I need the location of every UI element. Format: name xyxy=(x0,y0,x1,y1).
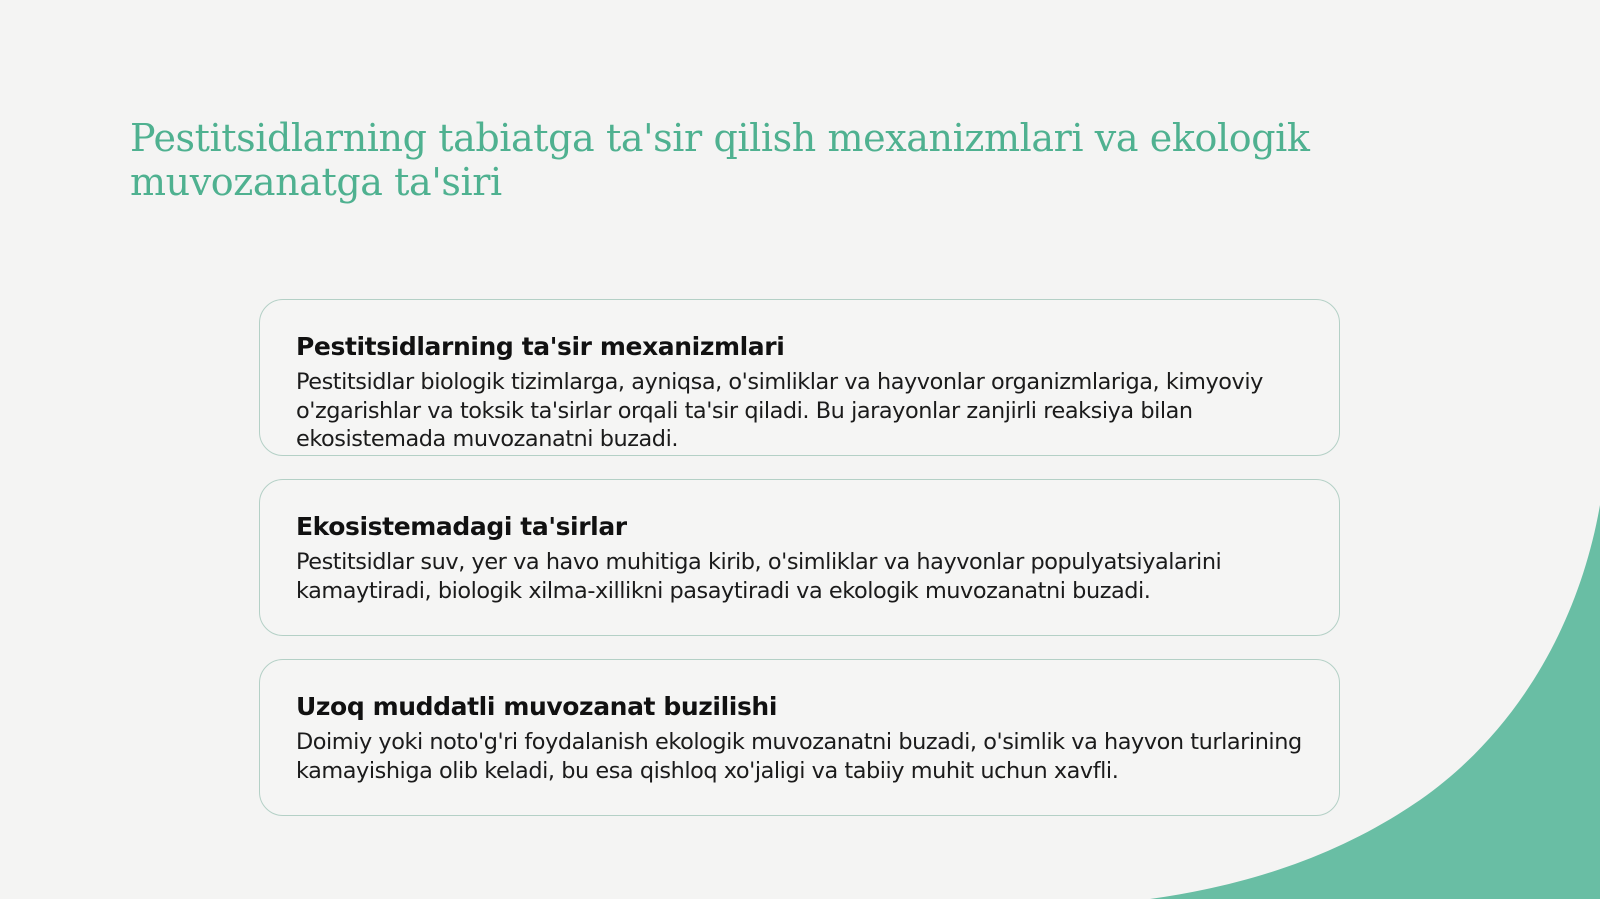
card-text: Pestitsidlar suv, yer va havo muhitiga kirib, o'simliklar va hayvonlar populyatsiyalarini kamaytiradi, biologik xilma-xillikni pasaytiradi va ekologik muvozanatni buzadi. xyxy=(296,549,1222,604)
card-text: Pestitsidlar biologik tizimlarga, ayniqsa, o'simliklar va hayvonlar organizmlariga, kimyoviy o'zgarishlar va toksik ta'sirlar orqali ta'sir qiladi. Bu jarayonlar zanjirli reaksiya bilan ekosistemada muvozanatni buzadi. xyxy=(296,369,1263,452)
card-long-term-imbalance xyxy=(259,659,1340,816)
card-heading: Ekosistemadagi ta'sirlar xyxy=(296,512,627,541)
card-heading: Uzoq muddatli muvozanat buzilishi xyxy=(296,692,777,721)
card-heading: Pestitsidlarning ta'sir mexanizmlari xyxy=(296,332,785,361)
card-mechanisms xyxy=(259,299,1340,456)
card-text: Doimiy yoki noto'g'ri foydalanish ekologik muvozanatni buzadi, o'simlik va hayvon turlarining kamayishiga olib keladi, bu esa qishloq xo'jaligi va tabiiy muhit uchun xavfli. xyxy=(296,729,1302,784)
cards-list xyxy=(259,299,1340,839)
card-ecosystem-effects xyxy=(259,479,1340,636)
slide-title: Pestitsidlarning tabiatga ta'sir qilish mexanizmlari va ekologik muvozanatga ta'siri xyxy=(130,116,1310,204)
